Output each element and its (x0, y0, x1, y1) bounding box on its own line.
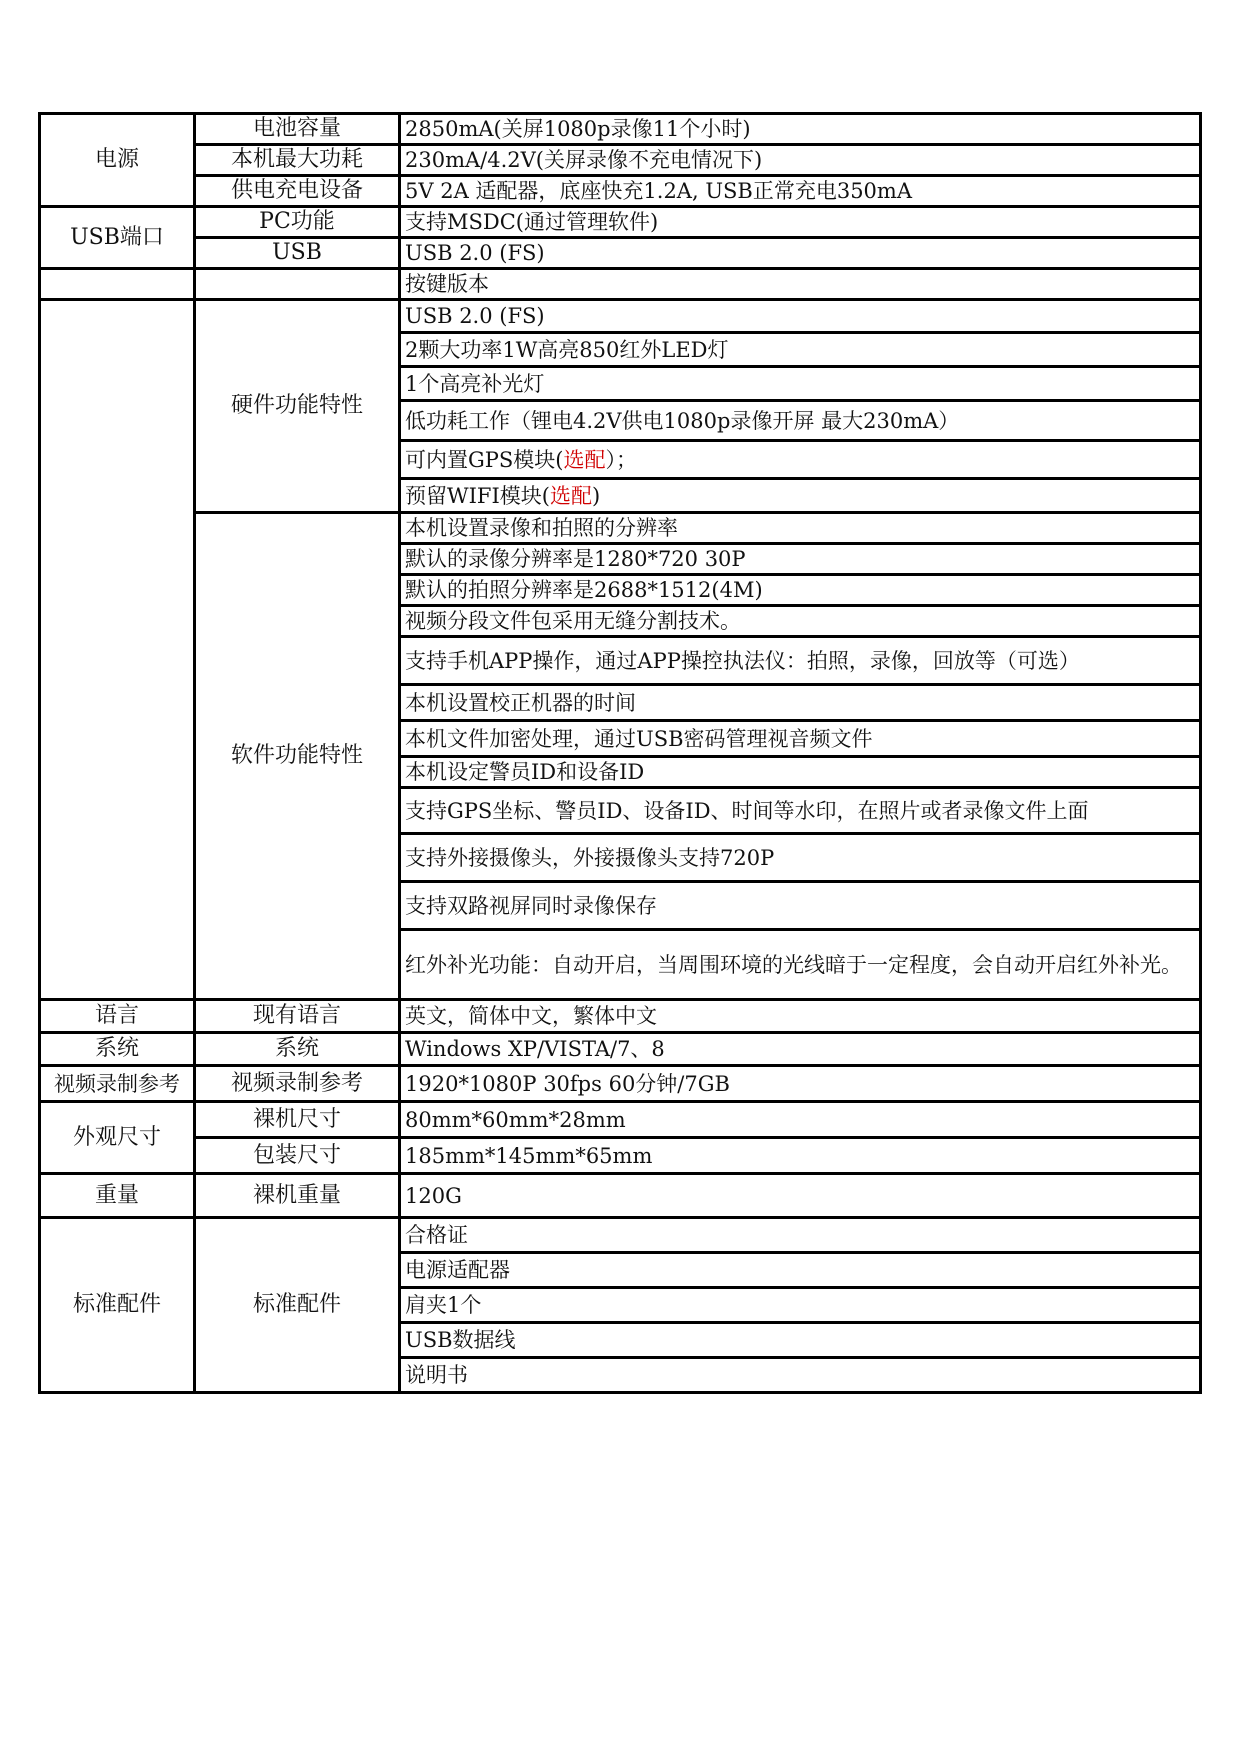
empty-cell (195, 269, 400, 300)
label-system: 系统 (195, 1033, 400, 1066)
table-row (40, 238, 1201, 269)
category-weight: 重量 (40, 1174, 195, 1218)
table-row (40, 1174, 1201, 1218)
category-language: 语言 (40, 1000, 195, 1033)
hardware-item-gps (400, 441, 1201, 479)
wifi-text: 预留WIFI模块( (405, 483, 550, 508)
label-pc-function: PC功能 (195, 207, 400, 238)
value-bare-size: 80mm*60mm*28mm (400, 1102, 1201, 1138)
category-video-ref: 视频录制参考 (40, 1066, 195, 1102)
table-row (40, 269, 1201, 300)
label-accessories: 标准配件 (195, 1218, 400, 1393)
table-row (40, 145, 1201, 176)
category-power: 电源 (40, 114, 195, 207)
value-charger: 5V 2A 适配器，底座快充1.2A, USB正常充电350mA (400, 176, 1201, 207)
table-row (40, 1000, 1201, 1033)
table-row (40, 1102, 1201, 1138)
label-language: 现有语言 (195, 1000, 400, 1033)
value-language: 英文，简体中文，繁体中文 (400, 1000, 1201, 1033)
gps-suffix: ）； (605, 447, 637, 472)
table-row (40, 176, 1201, 207)
label-max-power: 本机最大功耗 (195, 145, 400, 176)
table-row (40, 1033, 1201, 1066)
value-video-ref: 1920*1080P 30fps 60分钟/7GB (400, 1066, 1201, 1102)
wifi-optional-tag: 选配 (549, 483, 592, 508)
label-weight: 裸机重量 (195, 1174, 400, 1218)
value-package-size: 185mm*145mm*65mm (400, 1138, 1201, 1174)
label-hardware: 硬件功能特性 (195, 300, 400, 513)
value-battery: 2850mA(关屏1080p录像11个小时) (400, 114, 1201, 145)
label-bare-size: 裸机尺寸 (195, 1102, 400, 1138)
label-package-size: 包装尺寸 (195, 1138, 400, 1174)
label-usb: USB (195, 238, 400, 269)
software-item: 本机设定警员ID和设备ID (400, 757, 1201, 788)
accessory-item: 电源适配器 (400, 1253, 1201, 1288)
accessory-item: 合格证 (400, 1218, 1201, 1253)
table-row (40, 513, 1201, 544)
value-weight: 120G (400, 1174, 1201, 1218)
label-charger: 供电充电设备 (195, 176, 400, 207)
value-version: 按键版本 (400, 269, 1201, 300)
hardware-item: USB 2.0 (FS) (400, 300, 1201, 333)
label-video-ref: 视频录制参考 (195, 1066, 400, 1102)
table-row (40, 1066, 1201, 1102)
software-item: 本机设置校正机器的时间 (400, 685, 1201, 721)
software-item: 本机文件加密处理，通过USB密码管理视音频文件 (400, 721, 1201, 757)
software-item: 支持外接摄像头，外接摄像头支持720P (400, 834, 1201, 882)
table-row (40, 300, 1201, 333)
hardware-item: 1个高亮补光灯 (400, 367, 1201, 401)
software-item: 支持手机APP操作，通过APP操控执法仪：拍照，录像，回放等（可选） (400, 637, 1201, 685)
label-software: 软件功能特性 (195, 513, 400, 1000)
category-accessories: 标准配件 (40, 1218, 195, 1393)
table-row (40, 207, 1201, 238)
spec-table (38, 112, 1202, 1394)
accessory-item: 说明书 (400, 1358, 1201, 1393)
value-pc-function: 支持MSDC(通过管理软件) (400, 207, 1201, 238)
table-row (40, 1218, 1201, 1253)
software-item: 本机设置录像和拍照的分辨率 (400, 513, 1201, 544)
software-item: 默认的拍照分辨率是2688*1512(4M) (400, 575, 1201, 606)
hardware-item-wifi (400, 479, 1201, 513)
category-system: 系统 (40, 1033, 195, 1066)
software-item: 支持GPS坐标、警员ID、设备ID、时间等水印，在照片或者录像文件上面 (400, 788, 1201, 834)
accessory-item: 肩夹1个 (400, 1288, 1201, 1323)
empty-cell (40, 269, 195, 300)
accessory-item: USB数据线 (400, 1323, 1201, 1358)
table-row (40, 1138, 1201, 1174)
hardware-item: 低功耗工作（锂电4.2V供电1080p录像开屏 最大230mA） (400, 401, 1201, 441)
value-max-power: 230mA/4.2V(关屏录像不充电情况下) (400, 145, 1201, 176)
value-system: Windows XP/VISTA/7、8 (400, 1033, 1201, 1066)
category-dimensions: 外观尺寸 (40, 1102, 195, 1174)
label-battery: 电池容量 (195, 114, 400, 145)
software-item: 红外补光功能：自动开启，当周围环境的光线暗于一定程度，会自动开启红外补光。 (400, 930, 1201, 1000)
category-features (40, 300, 195, 1000)
software-item: 默认的录像分辨率是1280*720 30P (400, 544, 1201, 575)
category-usb-port: USB端口 (40, 207, 195, 269)
table-row (40, 114, 1201, 145)
wifi-suffix: ) (591, 483, 601, 508)
gps-text: 可内置GPS模块( (405, 447, 564, 472)
gps-optional-tag: 选配 (563, 447, 606, 472)
hardware-item: 2颗大功率1W高亮850红外LED灯 (400, 333, 1201, 367)
software-item: 视频分段文件包采用无缝分割技术。 (400, 606, 1201, 637)
value-usb: USB 2.0 (FS) (400, 238, 1201, 269)
software-item: 支持双路视屏同时录像保存 (400, 882, 1201, 930)
